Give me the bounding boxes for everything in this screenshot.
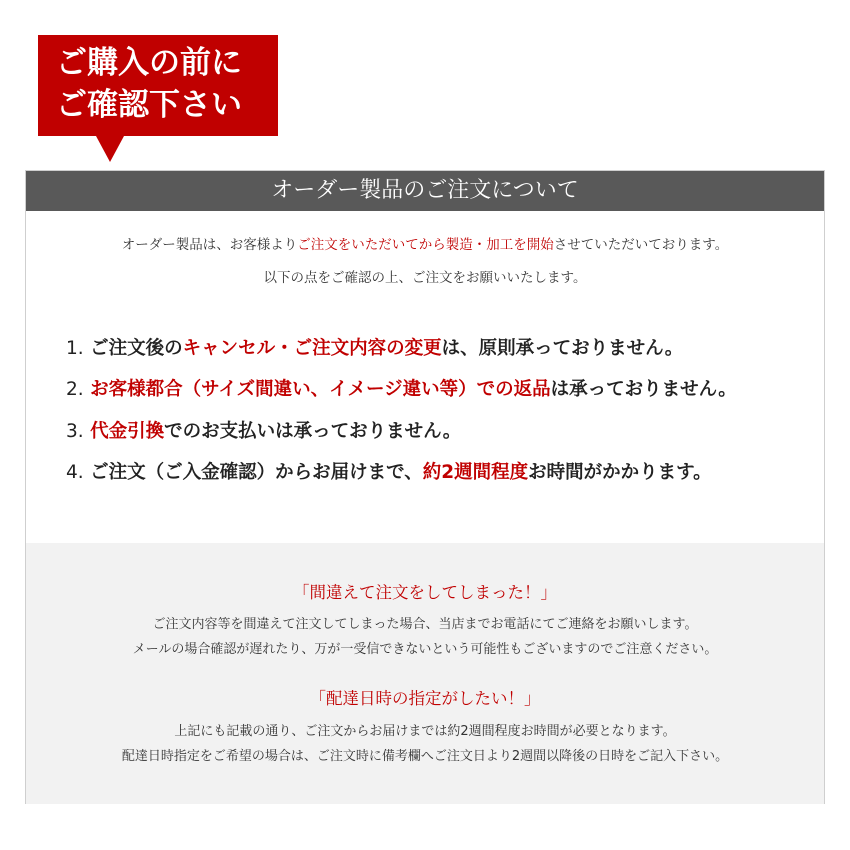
rule-highlight: キャンセル・ご注文内容の変更 bbox=[182, 338, 442, 359]
faq-text: メールの場合確認が遅れたり、万が一受信できないという可能性もございますのでご注意ください。 bbox=[132, 642, 718, 657]
rule-highlight: 代金引換 bbox=[90, 421, 165, 442]
rule-item bbox=[66, 417, 461, 443]
intro-line-1 bbox=[26, 233, 824, 253]
rule-number: 2. bbox=[66, 379, 84, 400]
rule-number: 3. bbox=[66, 421, 84, 442]
rule-text: でのお支払いは承っておりません。 bbox=[164, 421, 462, 442]
intro-highlight: ご注文をいただいてから製造・加工を開始 bbox=[297, 237, 554, 253]
rule-number: 4. bbox=[66, 462, 84, 483]
badge-line-2: ご確認下さい bbox=[56, 87, 242, 123]
rule-text: は承っておりません。 bbox=[550, 379, 737, 400]
badge-line-1: ご購入の前に bbox=[56, 45, 242, 81]
notice-badge bbox=[38, 35, 278, 136]
rule-number: 1. bbox=[66, 338, 84, 359]
rule-item bbox=[66, 458, 712, 484]
rule-text: ご注文（ご入金確認）からお届けまで、 bbox=[90, 462, 423, 483]
rule-text: ご注文後の bbox=[90, 338, 183, 359]
faq-section bbox=[26, 543, 824, 804]
intro-text: オーダー製品は、お客様より bbox=[121, 237, 298, 253]
rule-text: は、原則承っておりません。 bbox=[441, 338, 684, 359]
rule-highlight: 約2週間程度 bbox=[422, 462, 529, 483]
rule-text: お時間がかかります。 bbox=[528, 462, 712, 483]
faq-title-delivery-date: 「配達日時の指定がしたい！」 bbox=[309, 689, 541, 708]
rule-item bbox=[66, 375, 737, 401]
faq-text: 配達日時指定をご希望の場合は、ご注文時に備考欄へご注文日より2週間以降後の日時をご記入下さい。 bbox=[121, 749, 729, 764]
panel-title: オーダー製品のご注文について bbox=[26, 171, 824, 211]
faq-text: ご注文内容等を間違えて注文してしまった場合、当店までお電話にてご連絡をお願いします。 bbox=[152, 617, 698, 632]
order-notice-panel bbox=[25, 170, 825, 804]
rule-item bbox=[66, 334, 683, 360]
badge-pointer bbox=[96, 136, 124, 162]
intro-line-2: 以下の点をご確認の上、ご注文をお願いいたします。 bbox=[263, 270, 587, 286]
faq-text: 上記にも記載の通り、ご注文からお届けまでは約2週間程度お時間が必要となります。 bbox=[174, 724, 676, 739]
faq-title-wrong-order: 「間違えて注文をしてしまった！」 bbox=[293, 583, 557, 602]
intro-text: させていただいております。 bbox=[553, 237, 729, 253]
rule-highlight: お客様都合（サイズ間違い、イメージ違い等）での返品 bbox=[90, 379, 551, 400]
